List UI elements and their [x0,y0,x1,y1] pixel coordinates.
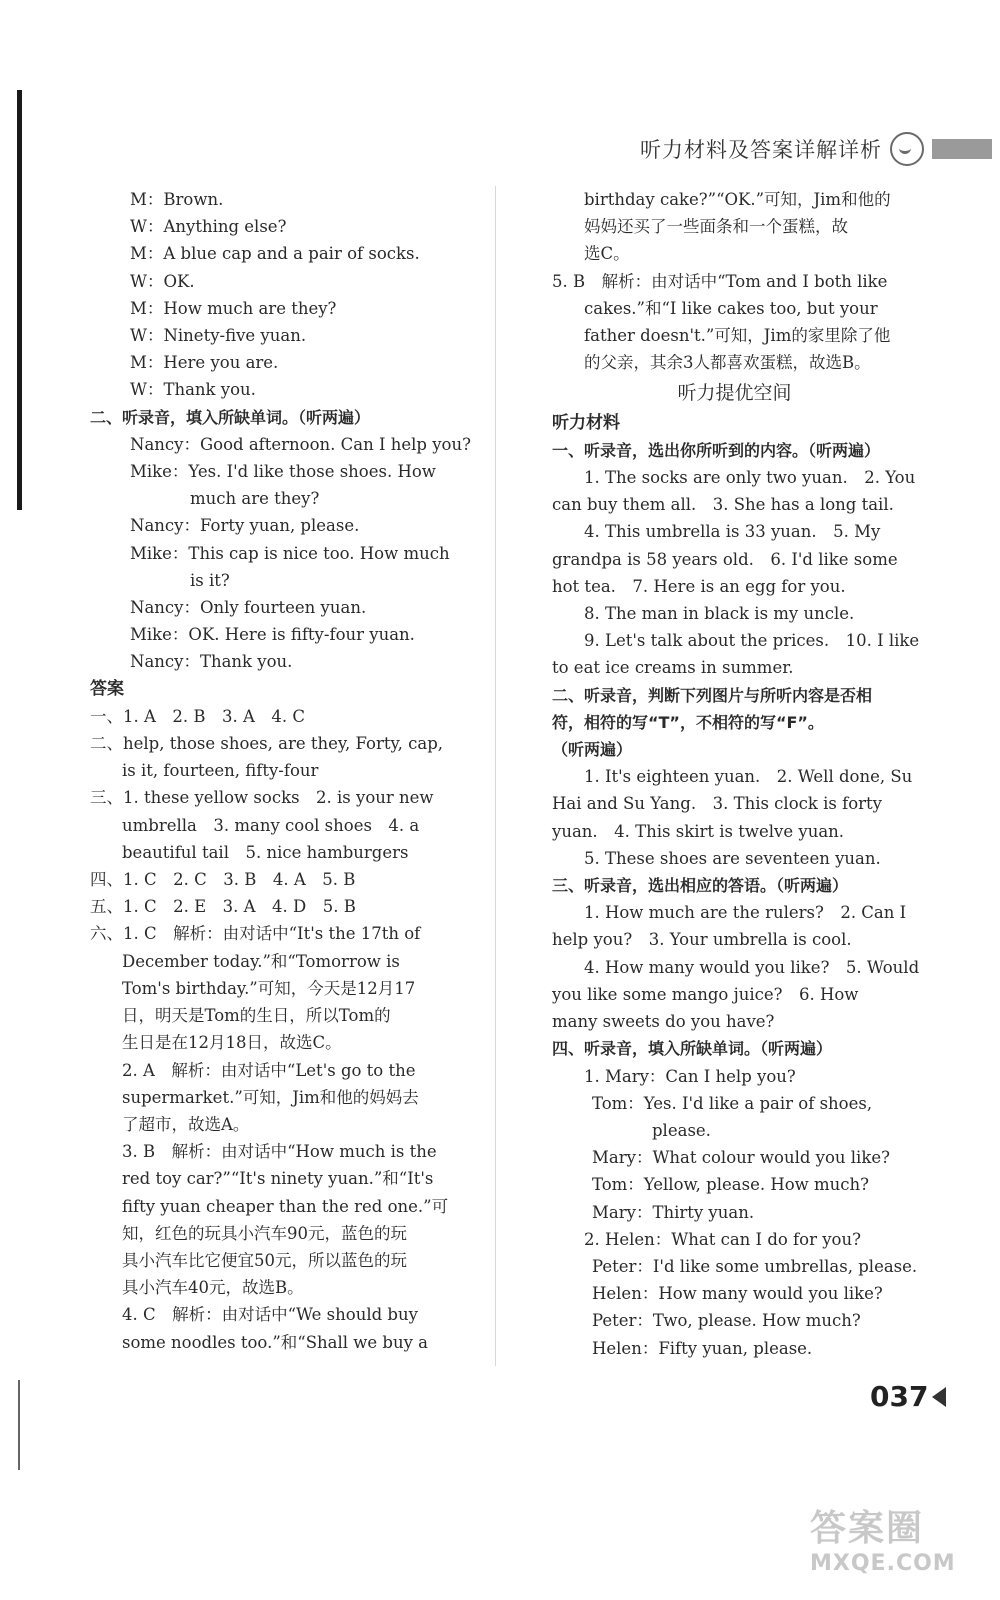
text-line: Nancy：Thank you. [130,652,293,672]
text-line: can buy them all. 3. She has a long tail. [552,495,894,515]
header-title: 听力材料及答案详解详析 [640,138,882,162]
text-line: umbrella 3. many cool shoes 4. a [122,815,420,835]
page-number [870,1380,946,1413]
text-line: 8. The man in black is my uncle. [584,604,855,624]
text-line: 四、听录音，填入所缺单词。（听两遍） [552,1039,833,1059]
text-line: 具小汽车40元，故选B。 [122,1278,304,1298]
text-line: W：Anything else? [130,217,287,237]
column-divider [495,186,496,1366]
text-line: M：Here you are. [130,353,279,373]
text-line: 1. Mary：Can I help you? [584,1066,796,1086]
text-line: 5. B 解析：由对话中“Tom and I both like [552,271,888,291]
text-line: 二、听录音，填入所缺单词。（听两遍） [90,407,371,427]
text-line: 9. Let's talk about the prices. 10. I like [584,631,920,651]
text-line: 2. Helen：What can I do for you? [584,1229,861,1249]
text-line: 四、1. C 2. C 3. B 4. A 5. B [90,870,356,890]
page-number-text: 037 [870,1380,929,1413]
text-line: 1. The socks are only two yuan. 2. You [584,468,916,488]
text-line: 答案 [90,678,124,699]
binding-edge-lower [18,1380,20,1470]
text-line: 符，相符的写“T”，不相符的写“F”。 [552,712,824,732]
text-line: 听力材料 [552,412,620,433]
text-line: 的父亲，其余3人都喜欢蛋糕，故选B。 [584,353,871,373]
text-line: Mary：What colour would you like? [592,1148,890,1168]
text-line: Mary：Thirty yuan. [592,1202,755,1222]
watermark-line2: MXQE.COM [810,1551,956,1576]
text-line: Tom：Yellow, please. How much? [592,1175,870,1195]
text-line: 五、1. C 2. E 3. A 4. D 5. B [90,897,356,917]
text-line: Helen：Fifty yuan, please. [592,1338,813,1358]
text-line: 听力提优空间 [677,382,792,405]
text-line: Mike：This cap is nice too. How much [130,543,450,563]
text-line: 具小汽车比它便宜50元，所以蓝色的玩 [122,1250,407,1270]
text-line: （听两遍） [552,740,633,760]
text-line: 生日是在12月18日，故选C。 [122,1033,342,1053]
text-line: many sweets do you have? [552,1012,775,1032]
page-header [640,132,992,166]
text-line: grandpa is 58 years old. 6. I'd like some [552,549,898,569]
text-line: some noodles too.”和“Shall we buy a [122,1332,428,1352]
text-line: W：OK. [130,271,195,291]
text-line: fifty yuan cheaper than the red one.”可 [122,1196,449,1216]
text-line: 三、听录音，选出相应的答语。（听两遍） [552,876,849,896]
text-line: please. [652,1120,711,1140]
text-line: cakes.”和“I like cakes too, but your [584,298,878,318]
text-line: 一、听录音，选出你所听到的内容。（听两遍） [552,440,881,460]
text-line: W：Thank you. [130,380,256,400]
text-line: 选C。 [584,244,630,264]
text-line: W：Ninety-five yuan. [130,326,307,346]
text-line: 3. B 解析：由对话中“How much is the [122,1142,437,1162]
text-line: 4. C 解析：由对话中“We should buy [122,1305,418,1325]
text-line: father doesn't.”可知，Jim的家里除了他 [584,326,891,346]
text-line: supermarket.”可知，Jim和他的妈妈去 [122,1087,419,1107]
text-line: beautiful tail 5. nice hamburgers [122,842,409,862]
text-line: 1. It's eighteen yuan. 2. Well done, Su [584,767,913,787]
text-line: much are they? [190,489,320,509]
triangle-left-icon [932,1387,946,1407]
text-line: Tom's birthday.”可知，今天是12月17 [122,978,416,998]
text-line: Helen：How many would you like? [592,1284,883,1304]
text-line: 六、1. C 解析：由对话中“It's the 17th of [90,924,421,944]
text-line: is it? [190,570,230,590]
header-bar [932,139,992,159]
text-line: is it, fourteen, fifty-four [122,761,319,781]
text-line: M：Brown. [130,190,224,209]
text-line: hot tea. 7. Here is an egg for you. [552,576,846,596]
text-line: Mike：Yes. I'd like those shoes. How [130,462,436,482]
text-line: Mike：OK. Here is fifty-four yuan. [130,625,415,645]
text-line: 4. This umbrella is 33 yuan. 5. My [584,522,881,542]
watermark-logo [810,1500,980,1590]
text-line: Hai and Su Yang. 3. This clock is forty [552,794,882,814]
right-column [552,186,920,1362]
text-line: Nancy：Only fourteen yuan. [130,598,367,618]
text-line: to eat ice creams in summer. [552,658,794,678]
smile-icon [890,132,924,166]
text-line: 二、听录音，判断下列图片与所听内容是否相 [552,685,873,705]
binding-edge [17,90,22,510]
text-line: 2. A 解析：由对话中“Let's go to the [122,1060,416,1080]
text-line: 一、1. A 2. B 3. A 4. C [90,706,306,726]
text-line: M：How much are they? [130,298,337,318]
text-line: M：A blue cap and a pair of socks. [130,244,420,264]
text-line: 知，红色的玩具小汽车90元，蓝色的玩 [122,1223,407,1243]
text-line: 1. How much are the rulers? 2. Can I [584,903,907,923]
text-line: red toy car?”“It's ninety yuan.”和“It's [122,1169,434,1189]
text-line: 日，明天是Tom的生日，所以Tom的 [122,1006,391,1026]
text-line: Nancy：Good afternoon. Can I help you? [130,434,471,454]
watermark-line1: 答案圈 [810,1508,925,1549]
text-line: you like some mango juice? 6. How [552,984,859,1004]
text-line: Nancy：Forty yuan, please. [130,516,360,536]
text-line: 5. These shoes are seventeen yuan. [584,848,881,868]
text-line: help you? 3. Your umbrella is cool. [552,930,852,950]
text-line: yuan. 4. This skirt is twelve yuan. [552,821,845,841]
text-line: Tom：Yes. I'd like a pair of shoes, [592,1093,873,1113]
text-line: 三、1. these yellow socks 2. is your new [90,788,434,808]
text-line: 4. How many would you like? 5. Would [584,957,920,977]
text-line: 了超市，故选A。 [122,1114,250,1134]
text-line: Peter：Two, please. How much? [592,1311,861,1331]
text-line: Peter：I'd like some umbrellas, please. [592,1256,918,1276]
text-line: December today.”和“Tomorrow is [122,951,400,971]
text-line: 妈妈还买了一些面条和一个蛋糕，故 [584,217,848,237]
left-column [90,186,480,1356]
text-line: birthday cake?”“OK.”可知，Jim和他的 [584,190,891,209]
text-line: 二、help, those shoes, are they, Forty, cap, [90,734,444,754]
